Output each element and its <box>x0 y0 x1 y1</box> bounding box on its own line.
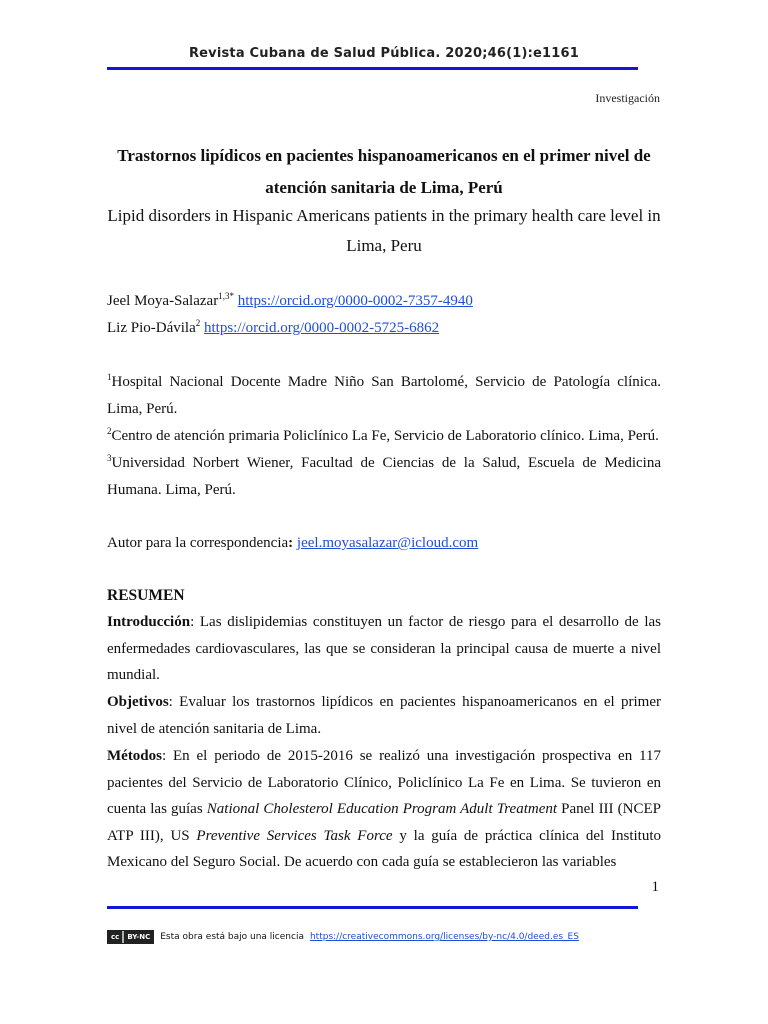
methods-label: Métodos <box>107 748 162 764</box>
abstract-methods <box>107 743 661 876</box>
objectives-text: : Evaluar los trastornos lipídicos en pacientes hispanoamericanos en el primer nivel de atención sanitaria de Lima. <box>107 694 661 737</box>
affiliation-text: Hospital Nacional Docente Madre Niño San Bartolomé, Servicio de Patología clínica. Lima, Perú. <box>107 374 661 417</box>
correspondence-label: Autor para la correspondencia <box>107 535 289 551</box>
objectives-label: Objetivos <box>107 694 169 710</box>
author-line <box>107 288 661 315</box>
methods-italic: Preventive Services Task Force <box>196 827 393 844</box>
methods-text: : En el periodo de 2015-2016 se realizó una investigación prospectiva en 117 pacientes del Servicio de Laboratorio Clínico, Policlínico La Fe en Lima. Se tuvieron en cuenta las guías <box>107 748 661 817</box>
abstract-heading: RESUMEN <box>107 587 185 604</box>
methods-text: y la guía de práctica clínica del Instituto Mexicano del Seguro Social. De acuerdo con cada guía se establecieron las variables <box>107 827 662 870</box>
title-english: Lipid disorders in Hispanic Americans patients in the primary health care level in Lima, Peru <box>107 206 661 255</box>
section-label: Investigación <box>595 91 660 105</box>
author-line <box>107 315 661 342</box>
affiliation-3 <box>107 450 661 503</box>
methods-text: Panel III (NCEP ATP III), US <box>107 801 661 844</box>
affiliation-1 <box>107 369 661 422</box>
orcid-link[interactable]: https://orcid.org/0000-0002-5725-6862 <box>203 320 440 336</box>
author-name: Liz Pio-Dávila <box>107 320 196 336</box>
methods-italic: National Cholesterol Education Program Adult Treatment <box>206 801 558 817</box>
affiliation-text: Centro de atención primaria Policlínico La Fe, Servicio de Laboratorio clínico. Lima, Perú. <box>111 428 659 444</box>
footer-rule <box>107 906 638 909</box>
cc-logo: cc <box>108 931 122 943</box>
affiliation-sup: 3 <box>107 453 112 463</box>
header-rule <box>107 67 638 70</box>
affiliation-text: Universidad Norbert Wiener, Facultad de Ciencias de la Salud, Escuela de Medicina Humana. Lima, Perú. <box>107 455 661 498</box>
license-text: Esta obra está bajo una licencia <box>160 932 304 942</box>
page-number: 1 <box>651 879 659 895</box>
license-line <box>107 930 579 944</box>
journal-header: Revista Cubana de Salud Pública. 2020;46(1):e1161 <box>188 46 580 61</box>
license-link[interactable]: https://creativecommons.org/licenses/by-nc/4.0/deed.es_ES <box>309 932 579 942</box>
affiliation-sup: 1 <box>107 372 112 382</box>
correspondence-email-link[interactable]: jeel.moyasalazar@icloud.com <box>296 535 479 551</box>
introduction-text: : Las dislipidemias constituyen un factor de riesgo para el desarrollo de las enfermedades cardiovasculares, las que se consideran la principal causa de muerte a nivel mundial. <box>107 614 661 683</box>
abstract-introduction <box>107 609 661 689</box>
correspondence-colon: : <box>288 535 294 551</box>
cc-type: BY-NC <box>124 931 153 943</box>
author-sup: 2 <box>195 318 201 328</box>
correspondence <box>107 530 661 557</box>
introduction-label: Introducción <box>107 614 191 630</box>
author-name: Jeel Moya-Salazar <box>107 293 219 309</box>
abstract-objectives <box>107 689 661 742</box>
affiliation-2 <box>107 423 661 450</box>
orcid-link[interactable]: https://orcid.org/0000-0002-7357-4940 <box>237 293 473 309</box>
cc-license-badge[interactable] <box>107 930 154 944</box>
title-spanish: Trastornos lipídicos en pacientes hispanoamericanos en el primer nivel de atención sanitaria de Lima, Perú <box>117 146 651 197</box>
author-sup: 1,3* <box>218 291 234 301</box>
affiliation-sup: 2 <box>107 426 112 436</box>
